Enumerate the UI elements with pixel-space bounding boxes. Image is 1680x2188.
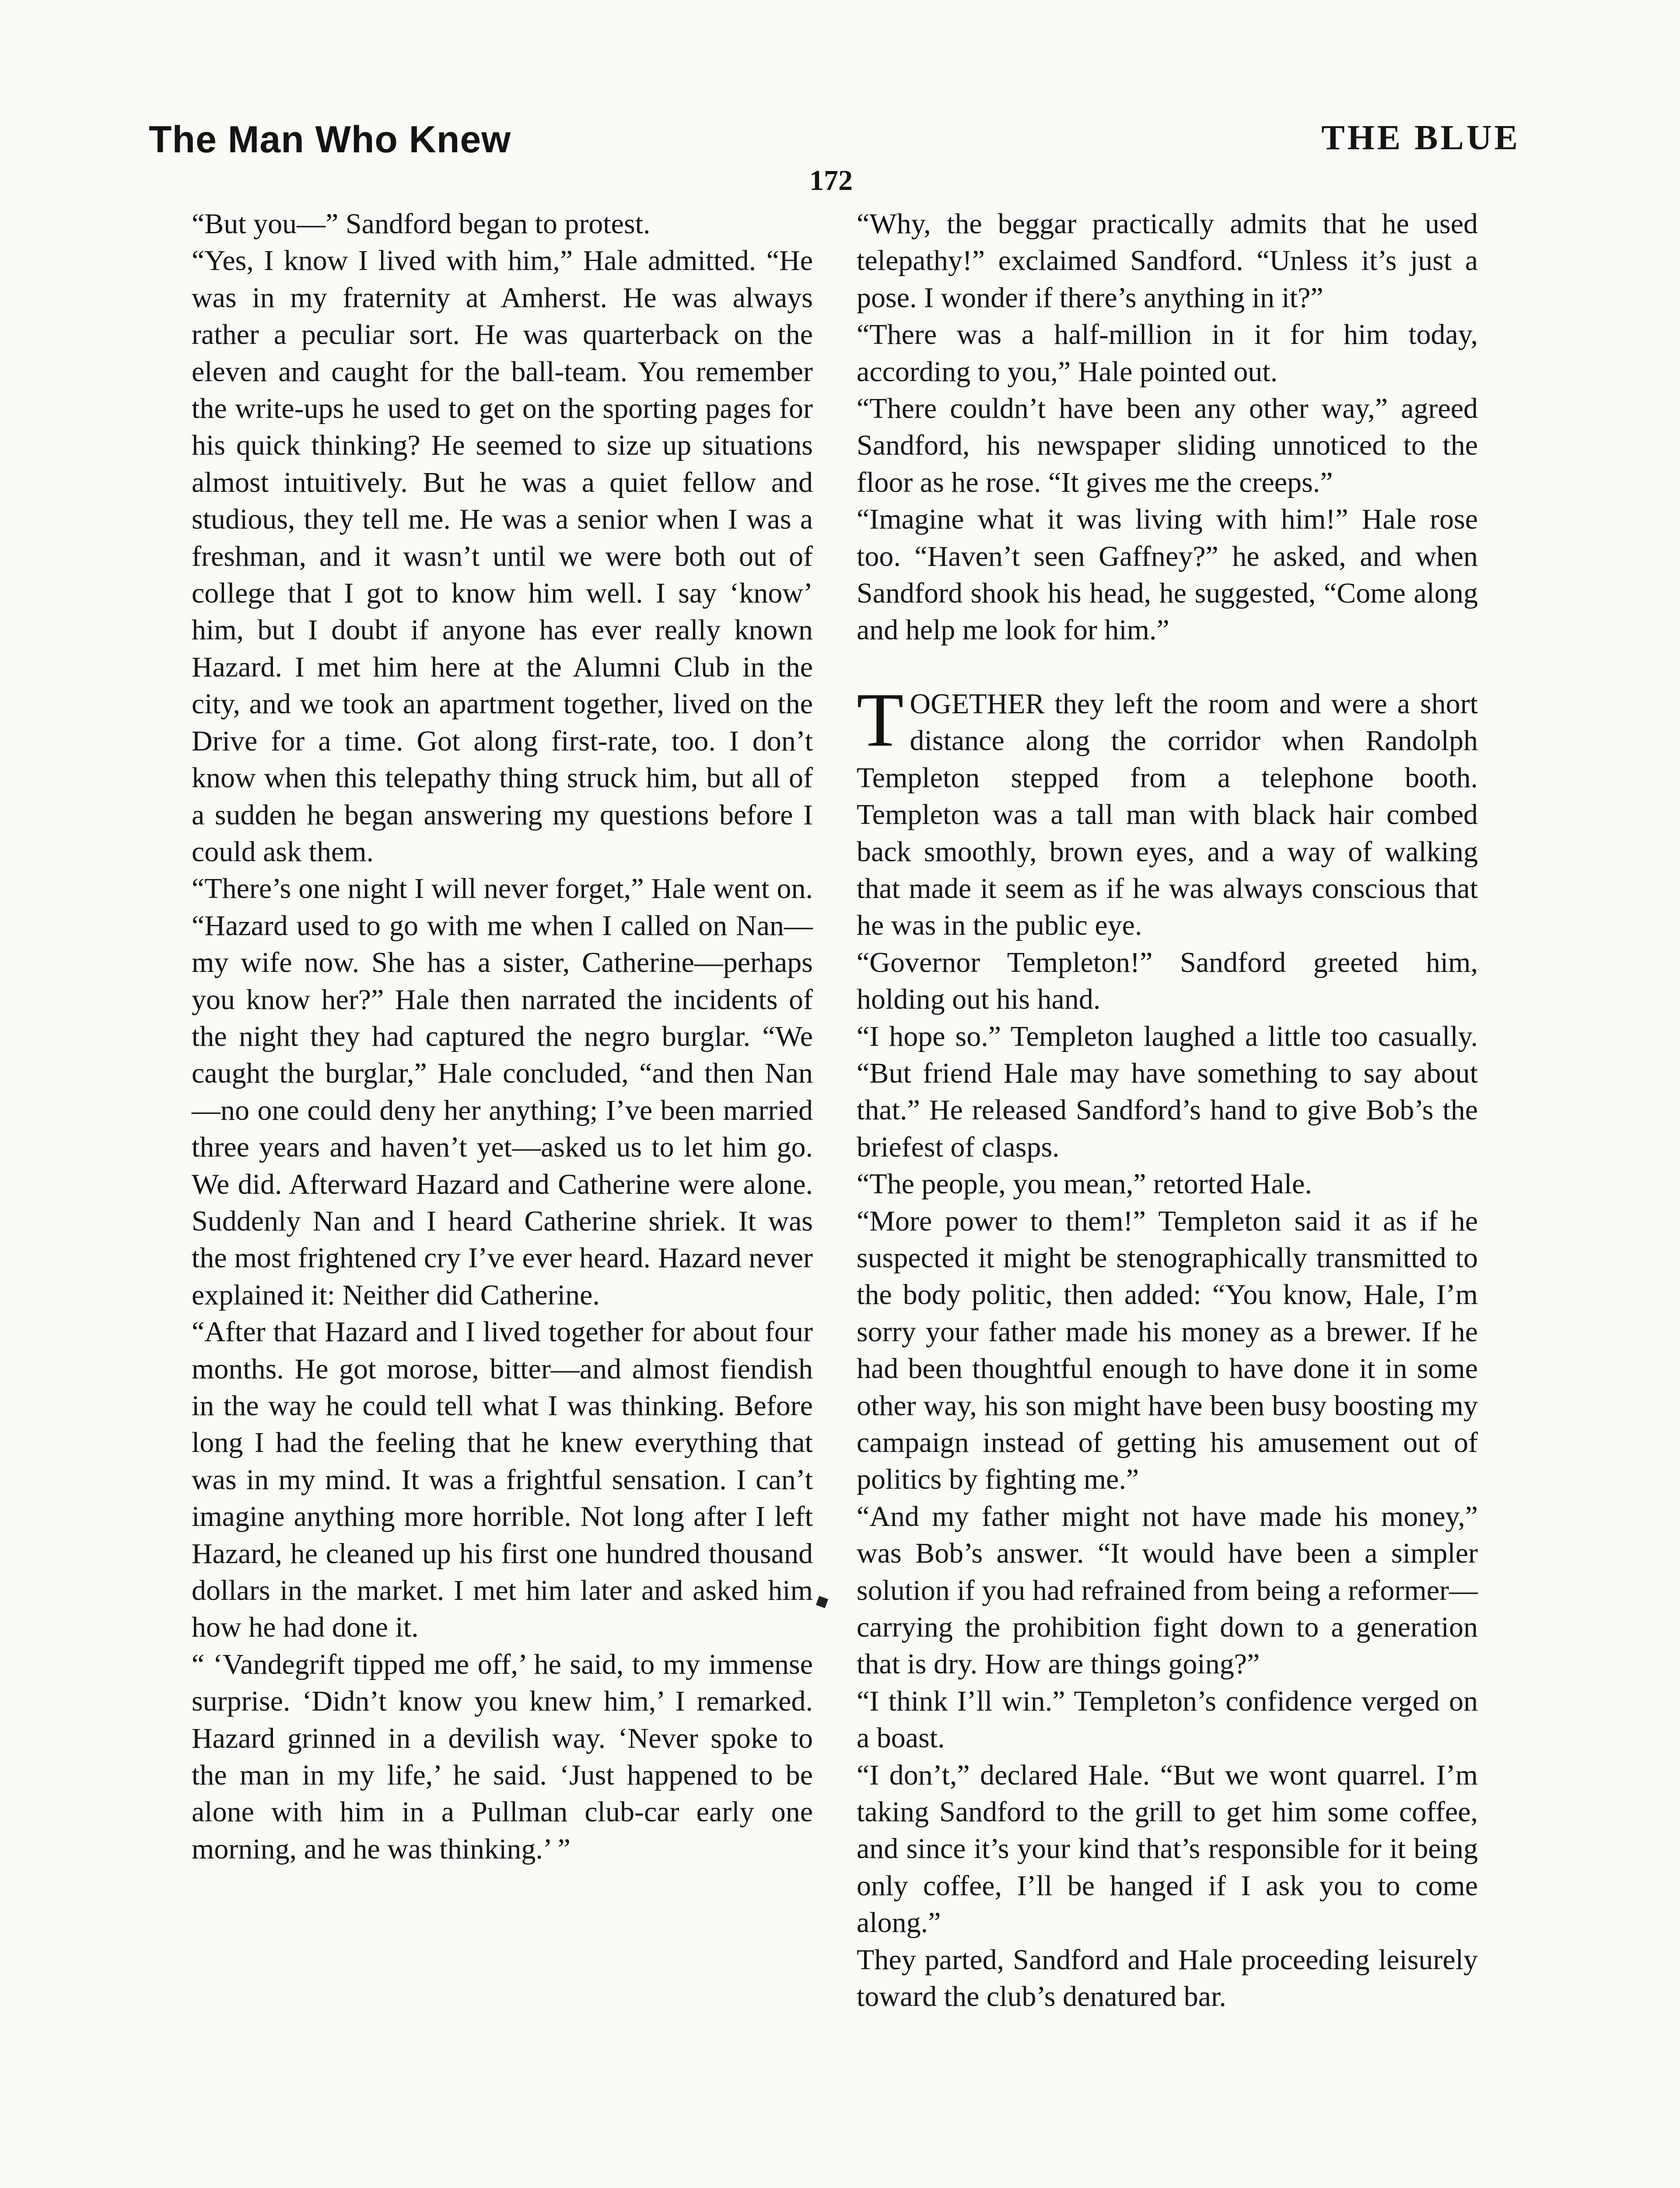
paragraph: “Yes, I know I lived with him,” Hale admitted. “He was in my fraternity at Amherst. He was always rather a peculiar sort. He was quarterback on the eleven and caught for the ball-team. You remember the write-ups he used to get on the sporting pages for his quick thinking? He seemed to size up situations almost intuitively. But he was a quiet fellow and studious, they tell me. He was a senior when I was a freshman, and it wasn’t until we were both out of college that I got to know him well. I say ‘know’ him, but I doubt if anyone has ever really known Hazard. I met him here at the Alumni Club in the city, and we took an apartment together, lived on the Drive for a time. Got along first-rate, too. I don’t know when this telepathy thing struck him, but all of a sudden he began answering my questions before I could ask them. <box>192 245 813 868</box>
paragraph: They parted, Sandford and Hale proceeding leisurely toward the club’s denatured bar. <box>857 1943 1478 2013</box>
paragraph: “There was a half-million in it for him today, according to you,” Hale pointed out. <box>857 319 1478 388</box>
magazine-title: THE BLUE <box>1321 119 1520 157</box>
printer-mark <box>816 1596 828 1608</box>
paragraph: “Imagine what it was living with him!” Hale rose too. “Haven’t seen Gaffney?” he asked, and when Sandford shook his head, he suggested, “Come along and help me look for him.” <box>857 503 1478 646</box>
paragraph: “There couldn’t have been any other way,” agreed Sandford, his newspaper sliding unnoticed to the floor as he rose. “It gives me the creeps.” <box>857 393 1478 498</box>
story-title: The Man Who Knew <box>149 119 511 161</box>
paragraph: “And my father might not have made his money,” was Bob’s answer. “It would have been a simpler solution if you had refrained from being a reformer—carrying the prohibition fight down to a generation that is dry. How are things going?” <box>857 1500 1478 1680</box>
paragraph: “The people, you mean,” retorted Hale. <box>857 1168 1312 1200</box>
right-column <box>857 206 1478 2016</box>
section-opening-paragraph <box>857 677 1478 944</box>
paragraph: “But you—” Sandford began to protest. <box>192 208 651 240</box>
page-number: 172 <box>809 165 853 196</box>
paragraph: “ ‘Vandegrift tipped me off,’ he said, to my immense surprise. ‘Didn’t know you knew him,’ I remarked. Hazard grinned in a devilish way. ‘Never spoke to the man in my life,’ he said. ‘Just happened to be alone with him in a Pullman club-car early one morning, and he was thinking.’ ” <box>192 1648 813 1865</box>
section-break <box>857 649 1478 686</box>
paragraph: “I hope so.” Templeton laughed a little too casually. “But friend Hale may have something to say about that.” He released Sandford’s hand to give Bob’s the briefest of clasps. <box>857 1020 1478 1163</box>
paragraph: “I don’t,” declared Hale. “But we wont quarrel. I’m taking Sandford to the grill to get him some coffee, and since it’s your kind that’s responsible for it being only coffee, I’ll be hanged if I ask you to come along.” <box>857 1759 1478 1939</box>
paragraph: “There’s one night I will never forget,” Hale went on. “Hazard used to go with me when I called on Nan—my wife now. She has a sister, Catherine—perhaps you know her?” Hale then narrated the incidents of the night they had captured the negro burglar. “We caught the burglar,” Hale concluded, “and then Nan—no one could deny her anything; I’ve been married three years and haven’t yet—asked us to let him go. We did. Afterward Hazard and Catherine were alone. Suddenly Nan and I heard Catherine shriek. It was the most frightened cry I’ve ever heard. Hazard never explained it: Neither did Catherine. <box>192 873 813 1311</box>
left-column <box>192 206 813 1868</box>
paragraph: “I think I’ll win.” Templeton’s confidence verged on a boast. <box>857 1685 1478 1754</box>
paragraph: “Governor Templeton!” Sandford greeted him, holding out his hand. <box>857 946 1478 1016</box>
drop-cap: T <box>857 677 904 763</box>
paragraph: “More power to them!” Templeton said it as if he suspected it might be stenographically transmitted to the body politic, then added: “You know, Hale, I’m sorry your father made his money as a brewer. If he had been thoughtful enough to have done it in some other way, his son might have been busy boosting my campaign instead of getting his amusement out of politics by fighting me.” <box>857 1205 1478 1496</box>
paragraph: “Why, the beggar practically admits that he used telepathy!” exclaimed Sandford. “Unless it’s just a pose. I wonder if there’s anything in it?” <box>857 208 1478 314</box>
paragraph: “After that Hazard and I lived together for about four months. He got morose, bitter—and almost fiendish in the way he could tell what I was thinking. Before long I had the feeling that he knew everything that was in my mind. It was a frightful sensation. I can’t imagine anything more horrible. Not long after I left Hazard, he cleaned up his first one hundred thousand dollars in the market. I met him later and asked him how he had done it. <box>192 1316 813 1644</box>
paragraph-text: OGETHER they left the room and were a short distance along the corridor when Randolph Templeton stepped from a telephone booth. Templeton was a tall man with black hair combed back smoothly, brown eyes, and a way of walking that made it seem as if he was always conscious that he was in the public eye. <box>857 687 1478 942</box>
